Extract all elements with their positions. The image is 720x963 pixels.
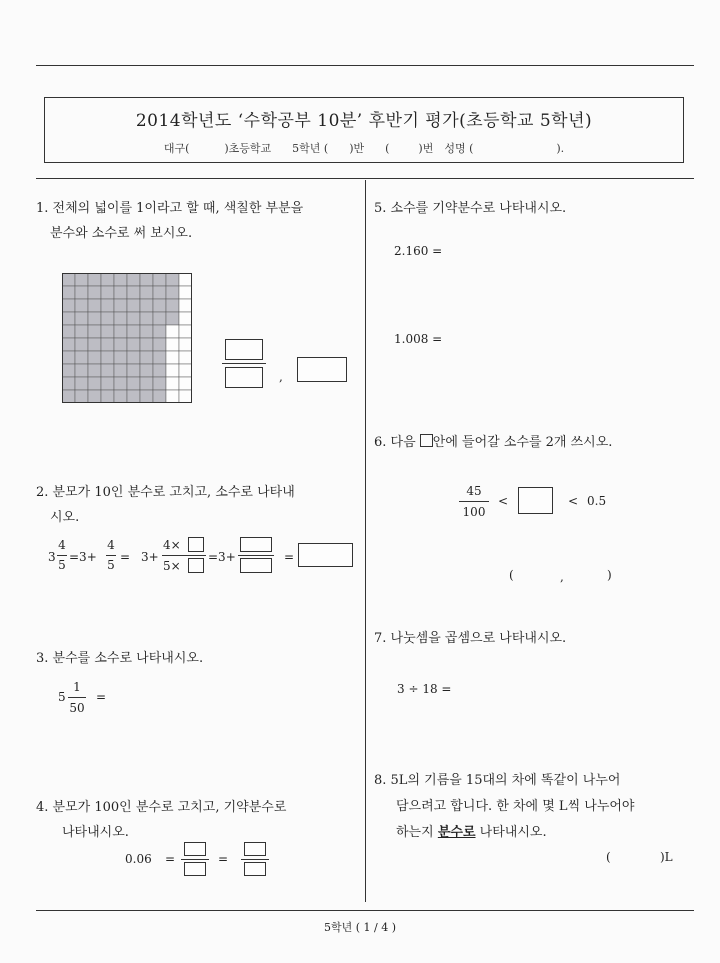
grid-cell-shaded	[88, 286, 101, 299]
grid-cell-shaded	[140, 351, 153, 364]
grid-cell-shaded	[140, 286, 153, 299]
q4-eq2: =	[218, 852, 229, 866]
school-label: )초등학교	[224, 142, 272, 155]
grid-cell	[179, 273, 192, 286]
grid-cell-shaded	[114, 312, 127, 325]
q2-den-2: 5	[107, 558, 115, 572]
grid-cell-shaded	[62, 390, 75, 403]
number-open: (	[385, 142, 390, 155]
grid-cell	[166, 364, 179, 377]
grid-cell-shaded	[88, 351, 101, 364]
q2-num-2: 4	[107, 538, 115, 552]
grid-cell-shaded	[114, 351, 127, 364]
grid-cell	[179, 377, 192, 390]
question-5: 5. 소수를 기약분수로 나타내시오.	[374, 201, 567, 216]
grid-cell-shaded	[62, 273, 75, 286]
question-6	[374, 430, 612, 455]
q2-fraction-bar-4	[238, 555, 274, 556]
grid-cell-shaded	[127, 390, 140, 403]
grid-cell-shaded	[101, 325, 114, 338]
grid-cell-shaded	[140, 312, 153, 325]
q3-eq: =	[96, 690, 107, 704]
grid-cell-shaded	[153, 312, 166, 325]
grid-cell-shaded	[88, 312, 101, 325]
q2-den: 5	[58, 558, 66, 572]
grid-cell-shaded	[140, 338, 153, 351]
question-8-text-line2: 담으려고 합니다. 한 차에 몇 L씩 나누어야	[396, 799, 635, 814]
grade-label: 5학년 (	[292, 142, 329, 155]
q4-box-den[interactable]	[184, 862, 206, 876]
fraction-bar	[222, 363, 266, 364]
grid-cell-shaded	[140, 390, 153, 403]
q4-box-num-2[interactable]	[244, 842, 266, 856]
grid-cell	[179, 325, 192, 338]
grid-cell-shaded	[101, 299, 114, 312]
q4-value: 0.06	[125, 852, 152, 866]
q2-whole: 3	[48, 550, 56, 564]
q6-den: 100	[462, 505, 486, 519]
grid-cell-shaded	[88, 338, 101, 351]
q6-answer-box[interactable]	[518, 487, 553, 514]
grid-cell-shaded	[75, 299, 88, 312]
q6-lt1: <	[498, 494, 509, 508]
q6-num: 45	[466, 484, 482, 498]
q6-text-post: 안에 들어갈 소수를 2개 쓰시오.	[432, 435, 613, 450]
grid-cell	[179, 351, 192, 364]
footer-rule	[36, 910, 694, 911]
question-2-text-line1: 2. 분모가 10인 분수로 고치고, 소수로 나타내	[36, 485, 295, 500]
grid-cell-shaded	[127, 325, 140, 338]
grid-cell-shaded	[62, 299, 75, 312]
grid-cell-shaded	[75, 273, 88, 286]
empty-box-icon	[420, 434, 433, 447]
question-4-text-line1: 4. 분모가 100인 분수로 고치고, 기약분수로	[36, 800, 287, 815]
grid-cell	[166, 377, 179, 390]
district-label: 대구(	[163, 142, 190, 155]
q2-box-num-2[interactable]	[240, 537, 272, 552]
q2-box-num[interactable]	[188, 537, 204, 552]
grid-cell-shaded	[166, 312, 179, 325]
grid-cell-shaded	[101, 273, 114, 286]
number-label: )번	[418, 142, 434, 155]
q4-box-den-2[interactable]	[244, 862, 266, 876]
student-info-line	[45, 140, 683, 156]
q8-emphasis: 분수로	[437, 825, 476, 840]
question-2	[36, 480, 295, 530]
q4-eq1: =	[165, 852, 176, 866]
exam-title: 2014학년도 ‘수학공부 10분’ 후반기 평가(초등학교 5학년)	[135, 111, 593, 131]
q7-expr: 3 ÷ 18 =	[397, 682, 452, 696]
grid-cell-shaded	[88, 273, 101, 286]
q2-fraction-bar	[57, 555, 67, 556]
grid-cell-shaded	[62, 286, 75, 299]
grid-cell-shaded	[166, 299, 179, 312]
q2-answer-box[interactable]	[298, 543, 353, 567]
q6-lt2: <	[568, 494, 579, 508]
grid-cell-shaded	[75, 364, 88, 377]
grid-cell-shaded	[114, 325, 127, 338]
grid-cell-shaded	[62, 338, 75, 351]
q2-fraction-bar-3	[162, 555, 206, 556]
grid-cell-shaded	[127, 299, 140, 312]
grid-cell-shaded	[140, 273, 153, 286]
grid-cell	[166, 325, 179, 338]
grid-cell-shaded	[114, 390, 127, 403]
grid-cell-shaded	[75, 377, 88, 390]
grid-cell-shaded	[153, 273, 166, 286]
q2-box-den[interactable]	[188, 558, 204, 573]
grid-cell-shaded	[166, 286, 179, 299]
shaded-grid-figure	[62, 273, 192, 403]
name-close: ).	[556, 142, 565, 155]
page-number: 5학년 ( 1 / 4 )	[323, 921, 397, 934]
grid-cell-shaded	[153, 377, 166, 390]
grid-cell-shaded	[114, 338, 127, 351]
grid-cell-shaded	[88, 390, 101, 403]
q2-num-times: 4×	[163, 538, 181, 552]
q5-item-2: 1.008 =	[394, 332, 443, 346]
grid-cell-shaded	[153, 338, 166, 351]
top-rule	[36, 65, 694, 66]
question-3: 3. 분수를 소수로 나타내시오.	[36, 651, 204, 666]
grid-cell-shaded	[101, 364, 114, 377]
q8-text-line3-post: 나타내시오.	[479, 825, 547, 840]
question-2-text-line2: 시오.	[50, 510, 80, 525]
question-4-text-line2: 나타내시오.	[62, 825, 129, 840]
q6-fraction-bar	[459, 501, 489, 502]
q3-fraction-bar	[68, 697, 86, 698]
q5-item-1: 2.160 =	[394, 244, 443, 258]
grid-cell-shaded	[101, 377, 114, 390]
q8-text-line3-pre: 하는지	[396, 825, 434, 840]
q2-eq2: =	[120, 550, 131, 564]
grid-cell-shaded	[75, 390, 88, 403]
separator-comma: ,	[279, 370, 283, 384]
grid-cell-shaded	[127, 273, 140, 286]
grid-cell-shaded	[140, 377, 153, 390]
grid-cell-shaded	[75, 312, 88, 325]
q2-den-times: 5×	[163, 559, 181, 573]
grid-cell-shaded	[101, 338, 114, 351]
grid-cell-shaded	[140, 325, 153, 338]
class-label: )반	[349, 142, 365, 155]
q2-eq1: =3+	[69, 550, 97, 564]
grid-cell-shaded	[153, 390, 166, 403]
question-1-text-line2: 분수와 소수로 써 보시오.	[50, 226, 193, 241]
grid-cell-shaded	[153, 325, 166, 338]
q2-eq4: =	[284, 550, 295, 564]
q8-answer-open: (	[606, 850, 611, 864]
grid-cell-shaded	[153, 364, 166, 377]
grid-cell-shaded	[88, 364, 101, 377]
q8-answer-close: )L	[660, 850, 673, 864]
q3-whole: 5	[58, 690, 66, 704]
grid-cell	[179, 286, 192, 299]
question-4	[36, 795, 286, 845]
exam-header	[44, 97, 684, 163]
grid-cell-shaded	[114, 286, 127, 299]
answer-box-numerator[interactable]	[225, 339, 263, 360]
q2-plus3: 3+	[141, 550, 159, 564]
grid-cell	[179, 364, 192, 377]
grid-cell-shaded	[153, 286, 166, 299]
grid-cell-shaded	[140, 364, 153, 377]
grid-cell-shaded	[75, 338, 88, 351]
grid-cell-shaded	[127, 338, 140, 351]
grid-cell-shaded	[62, 364, 75, 377]
grid-cell-shaded	[88, 325, 101, 338]
q3-num: 1	[73, 680, 81, 694]
q2-fraction-bar-2	[106, 555, 116, 556]
grid-cell-shaded	[127, 377, 140, 390]
grid-cell-shaded	[127, 364, 140, 377]
grid-cell-shaded	[114, 273, 127, 286]
grid-cell-shaded	[101, 390, 114, 403]
grid-cell-shaded	[75, 351, 88, 364]
q3-den: 50	[69, 701, 85, 715]
grid-cell	[166, 390, 179, 403]
grid-cell-shaded	[101, 312, 114, 325]
grid-cell-shaded	[62, 351, 75, 364]
column-divider	[365, 180, 366, 902]
grid-cell-shaded	[127, 312, 140, 325]
q4-fraction-bar	[181, 859, 209, 860]
grid-cell-shaded	[166, 273, 179, 286]
grid-cell-shaded	[114, 377, 127, 390]
q2-num: 4	[58, 538, 66, 552]
q4-box-num[interactable]	[184, 842, 206, 856]
grid-cell	[166, 338, 179, 351]
q4-fraction-bar-2	[241, 859, 269, 860]
q6-answer-close: )	[607, 568, 612, 582]
question-8	[374, 768, 635, 846]
grid-cell-shaded	[62, 312, 75, 325]
q6-right: 0.5	[587, 494, 607, 508]
grid-cell	[179, 312, 192, 325]
grid-cell-shaded	[127, 286, 140, 299]
q6-answer-comma: ,	[560, 570, 564, 584]
q6-text-pre: 6. 다음	[374, 435, 416, 450]
grid-cell	[179, 299, 192, 312]
grid-cell-shaded	[153, 351, 166, 364]
q6-answer-open: (	[509, 568, 514, 582]
grid-cell-shaded	[114, 299, 127, 312]
answer-box-denominator[interactable]	[225, 367, 263, 388]
grid-cell-shaded	[101, 351, 114, 364]
q2-eq3: =3+	[208, 550, 236, 564]
question-8-text-line1: 8. 5L의 기름을 15대의 차에 똑같이 나누어	[374, 773, 621, 788]
grid-cell-shaded	[62, 325, 75, 338]
grid-cell-shaded	[101, 286, 114, 299]
grid-cell-shaded	[153, 299, 166, 312]
grid-cell	[179, 390, 192, 403]
question-1	[36, 196, 303, 246]
name-label: 성명 (	[444, 142, 474, 155]
grid-cell-shaded	[75, 286, 88, 299]
header-bottom-rule	[36, 178, 694, 179]
grid-cell-shaded	[88, 377, 101, 390]
grid-cell-shaded	[88, 299, 101, 312]
grid-cell-shaded	[140, 299, 153, 312]
q2-box-den-2[interactable]	[240, 558, 272, 573]
answer-box-decimal[interactable]	[297, 357, 347, 382]
grid-cell-shaded	[62, 377, 75, 390]
grid-cell-shaded	[75, 325, 88, 338]
question-7: 7. 나눗셈을 곱셈으로 나타내시오.	[374, 631, 567, 646]
question-1-text-line1: 1. 전체의 넓이를 1이라고 할 때, 색칠한 부분을	[36, 201, 304, 216]
grid-cell-shaded	[114, 364, 127, 377]
grid-cell	[166, 351, 179, 364]
grid-cell	[179, 338, 192, 351]
grid-cell-shaded	[127, 351, 140, 364]
